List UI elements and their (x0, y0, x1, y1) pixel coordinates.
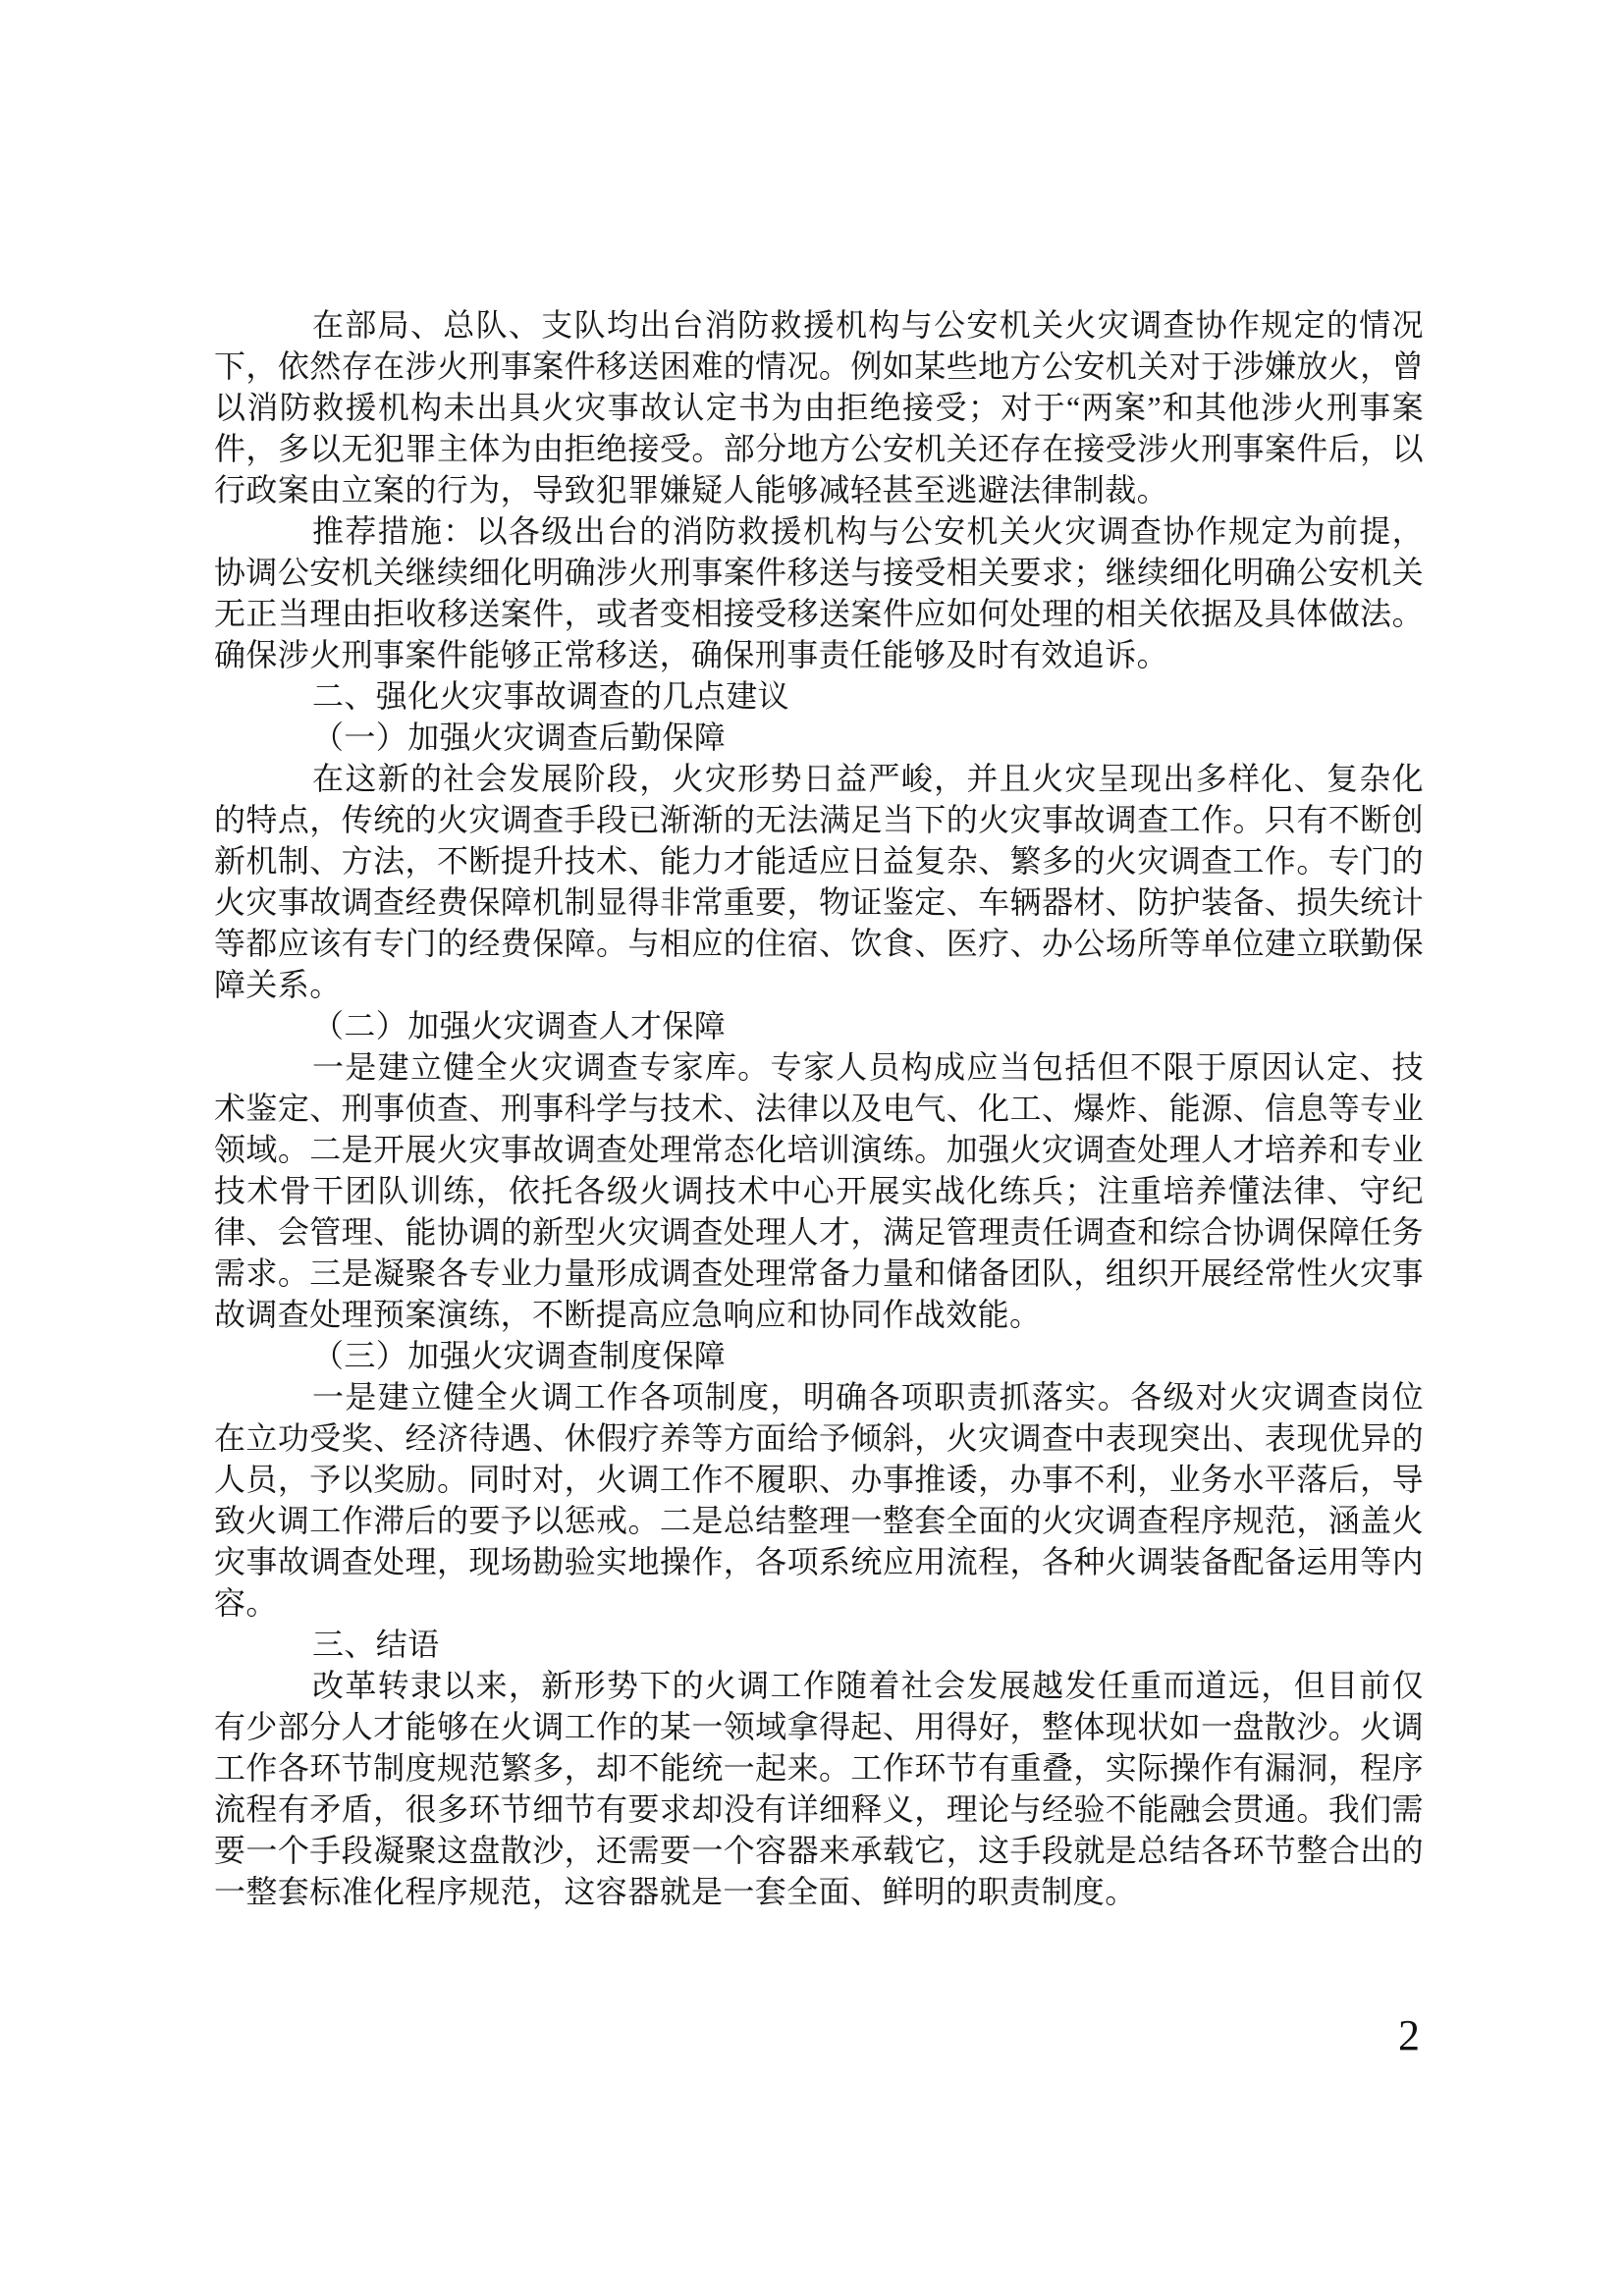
subsection-heading-2-1: （一）加强火灾调查后勤保障 (312, 720, 727, 755)
page-number: 2 (1398, 2011, 1420, 2059)
document-body (214, 304, 1424, 1912)
paragraph-6: 改革转隶以来，新形势下的火调工作随着社会发展越发任重而道远，但目前仅有少部分人才能够在火调工作的某一领域拿得起、用得好，整体现状如一盘散沙。火调工作各环节制度规范繁多，却不能统一起来。工作环节有重叠，实际操作有漏洞，程序流程有矛盾，很多环节细节有要求却没有详细释义，理论与经验不能融会贯通。我们需要一个手段凝聚这盘散沙，还需要一个容器来承载它，这手段就是总结各环节整合出的一整套标准化程序规范，这容器就是一套全面、鲜明的职责制度。 (214, 1668, 1424, 1909)
section-heading-2: 二、强化火灾事故调查的几点建议 (312, 678, 790, 714)
paragraph-4: 一是建立健全火灾调查专家库。专家人员构成应当包括但不限于原因认定、技术鉴定、刑事侦查、刑事科学与技术、法律以及电气、化工、爆炸、能源、信息等专业领域。二是开展火灾事故调查处理常态化培训演练。加强火灾调查处理人才培养和专业技术骨干团队训练，依托各级火调技术中心开展实战化练兵；注重培养懂法律、守纪律、会管理、能协调的新型火灾调查处理人才，满足管理责任调查和综合协调保障任务需求。三是凝聚各专业力量形成调查处理常备力量和储备团队，组织开展经常性火灾事故调查处理预案演练，不断提高应急响应和协同作战效能。 (214, 1049, 1424, 1332)
subsection-heading-2-2: （二）加强火灾调查人才保障 (312, 1008, 727, 1043)
subsection-heading-2-3: （三）加强火灾调查制度保障 (312, 1338, 727, 1373)
paragraph-5: 一是建立健全火调工作各项制度，明确各项职责抓落实。各级对火灾调查岗位在立功受奖、经济待遇、休假疗养等方面给予倾斜，火灾调查中表现突出、表现优异的人员，予以奖励。同时对，火调工作不履职、办事推诿，办事不利，业务水平落后，导致火调工作滞后的要予以惩戒。二是总结整理一整套全面的火灾调查程序规范，涵盖火灾事故调查处理，现场勘验实地操作，各项系统应用流程，各种火调装备配备运用等内容。 (214, 1379, 1424, 1621)
section-heading-3: 三、结语 (312, 1627, 440, 1662)
paragraph-1: 在部局、总队、支队均出台消防救援机构与公安机关火灾调查协作规定的情况下，依然存在涉火刑事案件移送困难的情况。例如某些地方公安机关对于涉嫌放火，曾以消防救援机构未出具火灾事故认定书为由拒绝接受；对于“两案”和其他涉火刑事案件，多以无犯罪主体为由拒绝接受。部分地方公安机关还存在接受涉火刑事案件后，以行政案由立案的行为，导致犯罪嫌疑人能够减轻甚至逃避法律制裁。 (214, 307, 1424, 507)
paragraph-3: 在这新的社会发展阶段，火灾形势日益严峻，并且火灾呈现出多样化、复杂化的特点，传统的火灾调查手段已渐渐的无法满足当下的火灾事故调查工作。只有不断创新机制、方法，不断提升技术、能力才能适应日益复杂、繁多的火灾调查工作。专门的火灾事故调查经费保障机制显得非常重要，物证鉴定、车辆器材、防护装备、损失统计等都应该有专门的经费保障。与相应的住宿、饮食、医疗、办公场所等单位建立联勤保障关系。 (214, 761, 1424, 1002)
paragraph-2: 推荐措施：以各级出台的消防救援机构与公安机关火灾调查协作规定为前提，协调公安机关继续细化明确涉火刑事案件移送与接受相关要求；继续细化明确公安机关无正当理由拒收移送案件，或者变相接受移送案件应如何处理的相关依据及具体做法。确保涉火刑事案件能够正常移送，确保刑事责任能够及时有效追诉。 (214, 513, 1424, 672)
